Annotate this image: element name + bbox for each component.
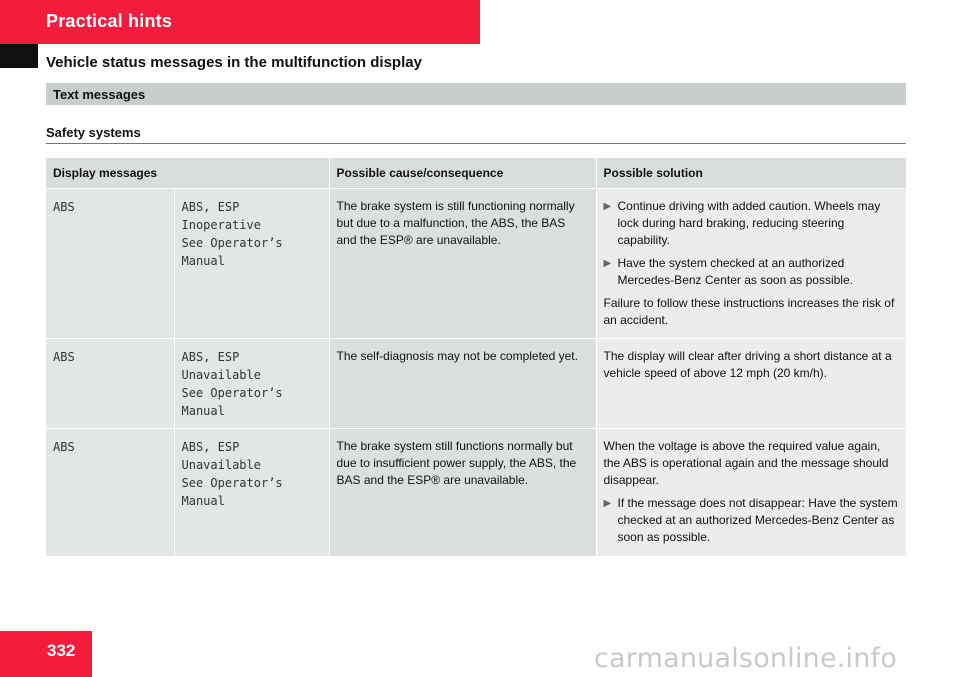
display-message: ABS, ESP Unavailable See Operator’s Manual — [174, 428, 329, 556]
bullet-text: If the message does not disappear: Have the system checked at an authorized Mercedes-Benz Center as soon as possible. — [617, 495, 898, 544]
page-number: 332 — [47, 641, 76, 660]
cause-text: The self-diagnosis may not be completed yet. — [329, 338, 596, 428]
column-header-cause: Possible cause/consequence — [329, 158, 596, 188]
cause-text: The brake system is still functioning normally but due to a malfunction, the ABS, the BAS and the ESP® are unavailable. — [329, 188, 596, 338]
solution-cell — [596, 188, 906, 338]
watermark: carmanualsonline.info — [594, 643, 897, 674]
bullet-text: Have the system checked at an authorized Mercedes-Benz Center as soon as possible. — [617, 255, 853, 287]
display-code: ABS — [46, 188, 174, 338]
column-header-display: Display messages — [46, 158, 329, 188]
table-row — [46, 188, 906, 338]
arrow-bullet-icon: ▶ — [603, 200, 612, 212]
table-row — [46, 428, 906, 556]
solution-bullet — [604, 198, 899, 249]
solution-note: Failure to follow these instructions increases the risk of an accident. — [603, 295, 895, 327]
solution-text: When the voltage is above the required value again, the ABS is operational again and the message should disappear. — [603, 438, 889, 487]
solution-bullet — [604, 495, 899, 546]
page-title: Vehicle status messages in the multifunction display — [46, 54, 422, 71]
subheader-bar — [46, 83, 906, 105]
subheader-label: Text messages — [53, 87, 146, 102]
arrow-bullet-icon: ▶ — [603, 497, 612, 509]
display-message: ABS, ESP Unavailable See Operator’s Manual — [174, 338, 329, 428]
table-header-row — [46, 158, 906, 188]
table-row — [46, 338, 906, 428]
page-number-box — [0, 631, 92, 677]
cause-text: The brake system still functions normally but due to insufficient power supply, the ABS, the BAS and the ESP® are unavailable. — [329, 428, 596, 556]
arrow-bullet-icon: ▶ — [603, 257, 612, 269]
subsection-title: Safety systems — [46, 125, 141, 140]
messages-table — [46, 158, 907, 556]
display-code: ABS — [46, 338, 174, 428]
section-tab — [0, 0, 480, 44]
section-title: Practical hints — [46, 11, 173, 31]
bullet-text: Continue driving with added caution. Wheels may lock during hard braking, reducing steering capability. — [617, 198, 881, 247]
solution-cell — [596, 428, 906, 556]
solution-text: The display will clear after driving a short distance at a vehicle speed of above 12 mph (20 km/h). — [603, 348, 892, 380]
divider — [46, 143, 906, 144]
display-message: ABS, ESP Inoperative See Operator’s Manual — [174, 188, 329, 338]
section-marker — [0, 44, 38, 68]
display-code: ABS — [46, 428, 174, 556]
column-header-solution: Possible solution — [596, 158, 906, 188]
solution-cell — [596, 338, 906, 428]
solution-bullet — [604, 255, 899, 289]
